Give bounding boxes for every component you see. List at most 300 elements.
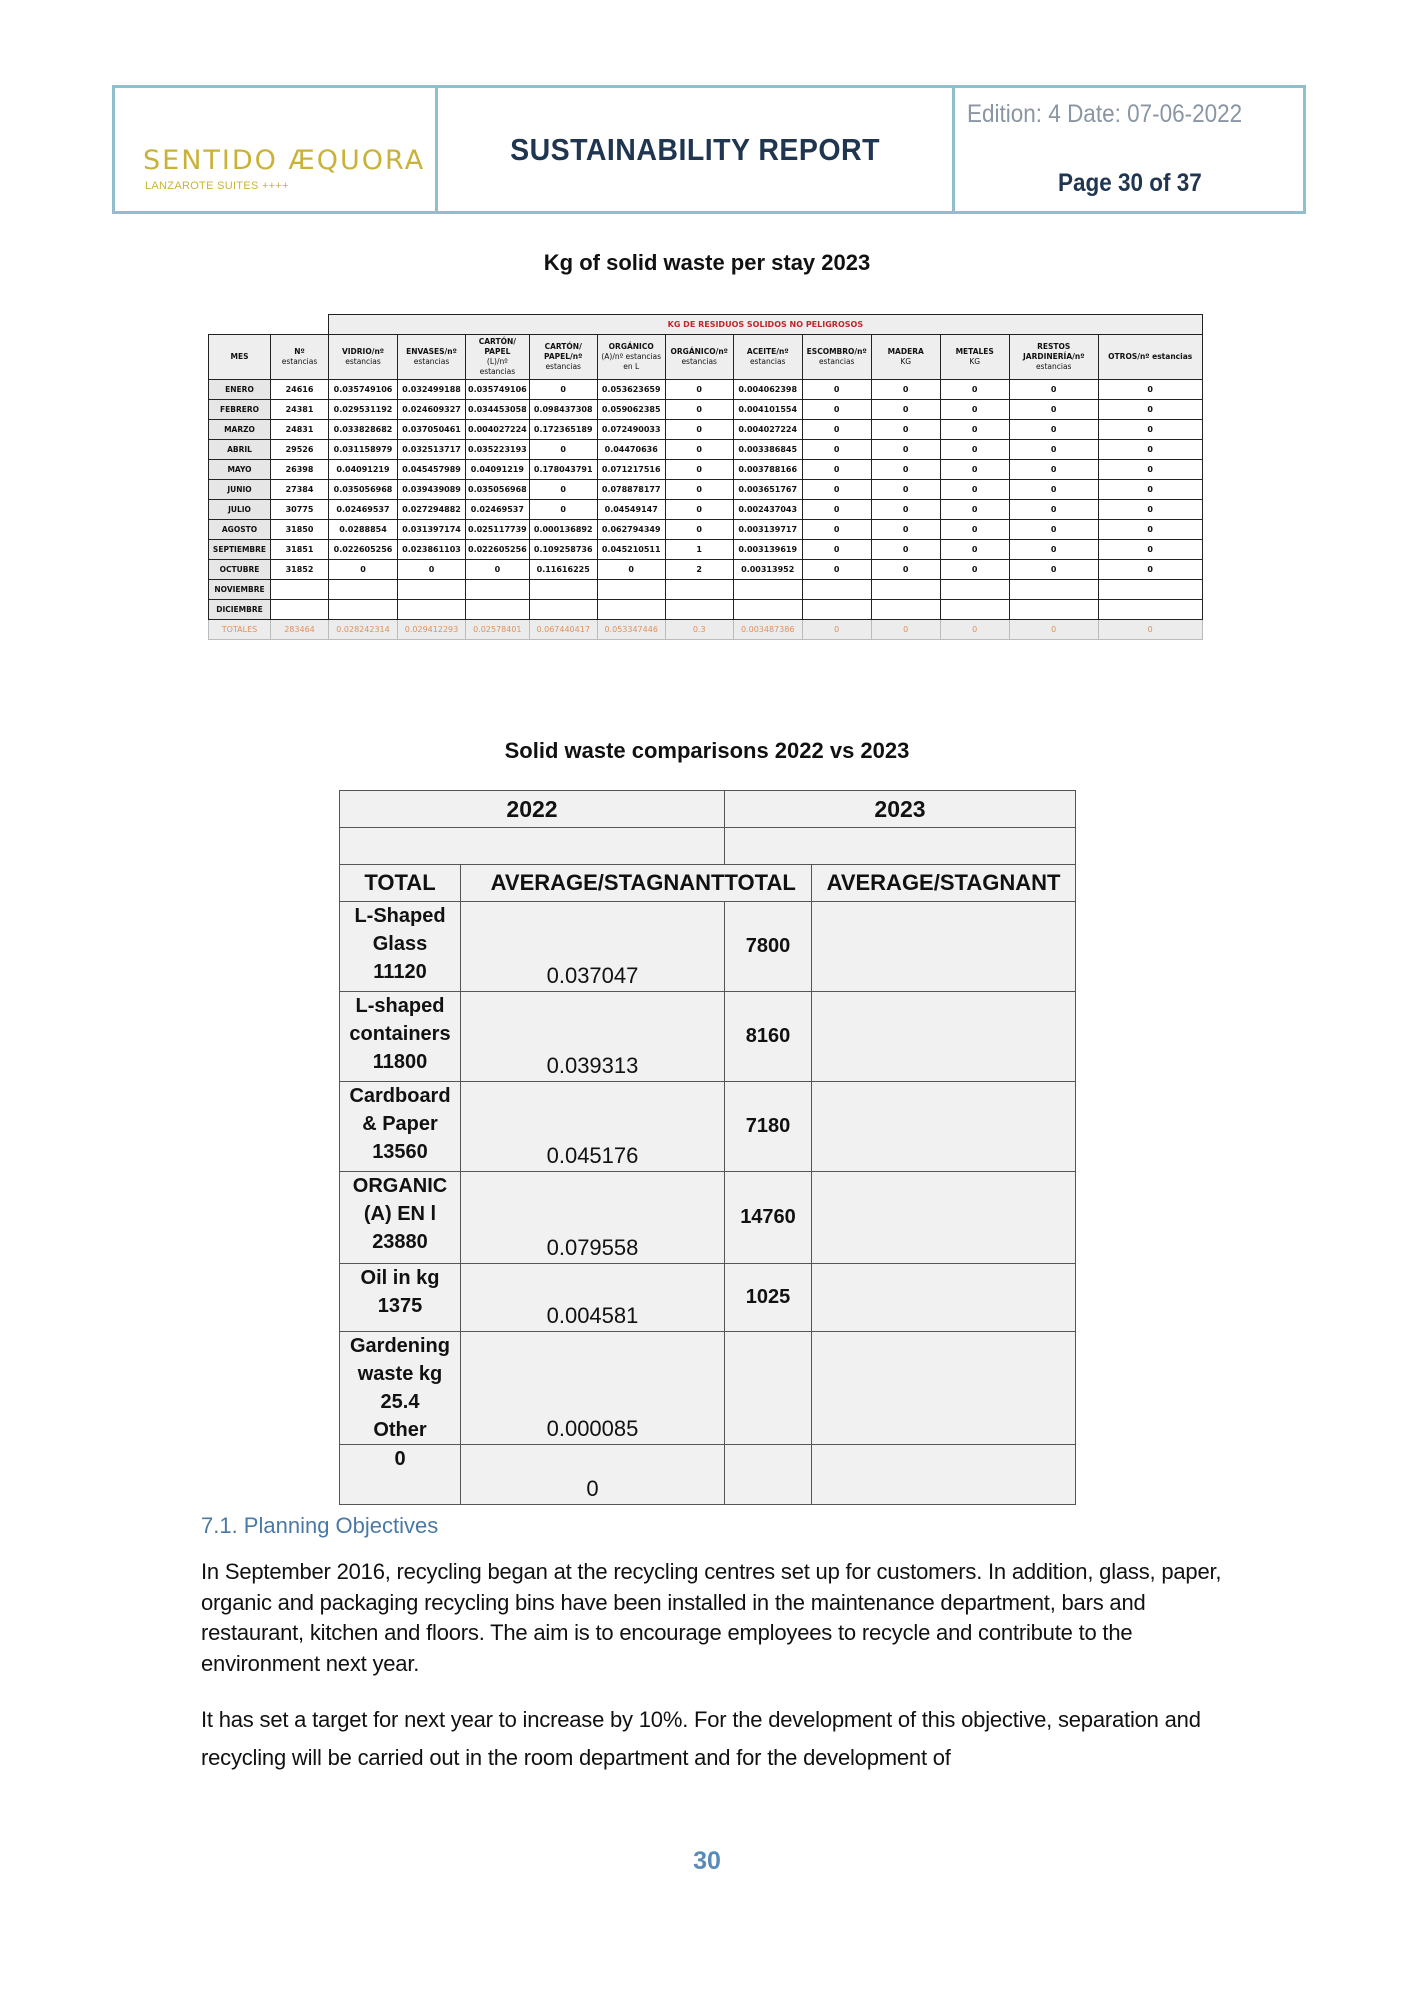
value-cell xyxy=(802,599,871,619)
average-2023-cell xyxy=(812,1264,1076,1332)
value-cell: 29526 xyxy=(271,439,329,459)
col-average-2023: AVERAGE/STAGNANT xyxy=(812,865,1076,902)
waste-per-stay-table xyxy=(208,314,1203,640)
value-cell: 0.035749106 xyxy=(466,379,530,399)
value-cell: 0 xyxy=(871,399,940,419)
value-cell: 0 xyxy=(1009,399,1098,419)
value-cell: 0.04091219 xyxy=(466,459,530,479)
waste-type-line: ORGANIC xyxy=(352,1175,448,1197)
value-cell xyxy=(466,599,530,619)
empty-cell-2022 xyxy=(340,828,725,865)
total-cell: 0 xyxy=(802,619,871,639)
column-header-sub: estancias xyxy=(545,361,581,371)
column-header xyxy=(209,334,271,379)
value-cell: 0.022605256 xyxy=(466,539,530,559)
value-cell: 0.053623659 xyxy=(597,379,665,399)
value-cell: 0 xyxy=(802,399,871,419)
value-cell: 0 xyxy=(1009,499,1098,519)
table-row xyxy=(209,379,1203,399)
value-cell xyxy=(940,579,1009,599)
month-cell: JUNIO xyxy=(209,479,271,499)
total-2023-cell: 1025 xyxy=(725,1264,812,1332)
column-header-sub: estancias xyxy=(749,356,786,366)
column-header-sub: estancias xyxy=(681,356,717,366)
comparison-row xyxy=(340,1264,1076,1332)
value-cell: 0 xyxy=(871,379,940,399)
average-2023-cell xyxy=(812,1082,1076,1172)
table-row xyxy=(209,559,1203,579)
band-title: KG DE RESIDUOS SOLIDOS NO PELIGROSOS xyxy=(329,315,1203,335)
waste-type-line: 11800 xyxy=(372,1051,428,1073)
value-cell: 0 xyxy=(802,499,871,519)
column-header-sub: estancias xyxy=(1035,361,1072,371)
value-cell: 2 xyxy=(665,559,733,579)
waste-type-cell xyxy=(340,1445,461,1505)
month-cell: NOVIEMBRE xyxy=(209,579,271,599)
column-header-sub: estancias xyxy=(413,356,450,366)
value-cell: 0 xyxy=(802,419,871,439)
waste-type-line: Other xyxy=(373,1419,427,1441)
value-cell: 0.003386845 xyxy=(733,439,802,459)
value-cell: 0.004027224 xyxy=(466,419,530,439)
column-header-row xyxy=(340,865,1076,902)
value-cell: 24616 xyxy=(271,379,329,399)
value-cell: 0.045457989 xyxy=(398,459,466,479)
value-cell: 0 xyxy=(940,419,1009,439)
value-cell: 0 xyxy=(871,519,940,539)
value-cell: 0 xyxy=(940,479,1009,499)
value-cell xyxy=(466,579,530,599)
waste-type-line: Oil in kg xyxy=(360,1267,440,1289)
value-cell: 0.037050461 xyxy=(398,419,466,439)
value-cell: 0.029531192 xyxy=(329,399,398,419)
value-cell: 0.178043791 xyxy=(529,459,597,479)
totals-label: TOTALES xyxy=(209,619,271,639)
average-2022-cell: 0.004581 xyxy=(461,1264,725,1332)
value-cell: 0.0288854 xyxy=(329,519,398,539)
comparison-row xyxy=(340,1445,1076,1505)
total-cell: 0.003487386 xyxy=(733,619,802,639)
value-cell: 0 xyxy=(871,459,940,479)
comparison-row xyxy=(340,992,1076,1082)
value-cell: 0 xyxy=(871,479,940,499)
value-cell: 0.032513717 xyxy=(398,439,466,459)
total-cell: 0.02578401 xyxy=(466,619,530,639)
total-cell: 0.053347446 xyxy=(597,619,665,639)
value-cell: 0 xyxy=(529,439,597,459)
average-2022-cell: 0.039313 xyxy=(461,992,725,1082)
page-number: 30 xyxy=(693,1847,721,1875)
month-cell: AGOSTO xyxy=(209,519,271,539)
value-cell: 0.034453058 xyxy=(466,399,530,419)
value-cell: 0.059062385 xyxy=(597,399,665,419)
value-cell: 0.002437043 xyxy=(733,499,802,519)
value-cell: 0 xyxy=(529,499,597,519)
value-cell: 0 xyxy=(871,419,940,439)
value-cell: 0 xyxy=(940,439,1009,459)
section-heading: 7.1. Planning Objectives xyxy=(201,1513,439,1538)
column-header xyxy=(871,334,940,379)
year-row xyxy=(340,791,1076,828)
value-cell xyxy=(398,579,466,599)
value-cell: 0 xyxy=(940,539,1009,559)
total-cell: 0 xyxy=(1098,619,1202,639)
column-header xyxy=(1009,334,1098,379)
value-cell: 0 xyxy=(1098,519,1202,539)
value-cell: 0.072490033 xyxy=(597,419,665,439)
column-header xyxy=(271,334,329,379)
total-2023-cell xyxy=(725,1332,812,1445)
column-header xyxy=(733,334,802,379)
value-cell xyxy=(665,599,733,619)
comparison-row xyxy=(340,902,1076,992)
value-cell: 0 xyxy=(1009,539,1098,559)
average-2022-cell: 0.037047 xyxy=(461,902,725,992)
value-cell xyxy=(271,599,329,619)
waste-type-line: 25.4 xyxy=(380,1391,420,1413)
value-cell: 0.025117739 xyxy=(466,519,530,539)
column-header xyxy=(802,334,871,379)
header-row xyxy=(209,334,1203,379)
value-cell xyxy=(398,599,466,619)
value-cell: 0.003139717 xyxy=(733,519,802,539)
waste-type-line: Gardening xyxy=(349,1335,450,1357)
value-cell: 0 xyxy=(940,559,1009,579)
table-row xyxy=(209,519,1203,539)
average-2022-cell: 0.079558 xyxy=(461,1172,725,1264)
value-cell xyxy=(733,579,802,599)
value-cell: 0.00313952 xyxy=(733,559,802,579)
waste-type-cell xyxy=(340,902,461,992)
table-row xyxy=(209,479,1203,499)
waste-table-grid xyxy=(208,314,1203,640)
value-cell: 0 xyxy=(1009,519,1098,539)
table-row xyxy=(209,399,1203,419)
value-cell xyxy=(940,599,1009,619)
title-cell xyxy=(438,88,955,211)
value-cell xyxy=(1098,579,1202,599)
value-cell xyxy=(329,599,398,619)
value-cell: 24381 xyxy=(271,399,329,419)
value-cell: 0.023861103 xyxy=(398,539,466,559)
value-cell: 0 xyxy=(665,459,733,479)
column-header-main: CARTÓN/ PAPEL xyxy=(478,336,516,356)
band-spacer xyxy=(209,315,329,335)
value-cell: 0.024609327 xyxy=(398,399,466,419)
waste-type-line: (A) EN l xyxy=(363,1203,437,1225)
value-cell: 0.035056968 xyxy=(466,479,530,499)
value-cell: 0 xyxy=(466,559,530,579)
value-cell: 0.035056968 xyxy=(329,479,398,499)
value-cell xyxy=(1098,599,1202,619)
value-cell: 0 xyxy=(940,499,1009,519)
value-cell: 0 xyxy=(398,559,466,579)
value-cell: 0 xyxy=(802,519,871,539)
totals-row xyxy=(209,619,1203,639)
comparison-row xyxy=(340,1332,1076,1445)
report-header xyxy=(112,85,1306,214)
value-cell: 0.078878177 xyxy=(597,479,665,499)
value-cell: 0 xyxy=(1009,479,1098,499)
comparison-row xyxy=(340,1172,1076,1264)
waste-table-caption: Kg of solid waste per stay 2023 xyxy=(543,250,871,275)
average-2022-cell: 0.045176 xyxy=(461,1082,725,1172)
value-cell: 0 xyxy=(329,559,398,579)
value-cell: 27384 xyxy=(271,479,329,499)
value-cell xyxy=(733,599,802,619)
paragraph-1: In September 2016, recycling began at the recycling centres set up for customers. In addition, glass, paper, organic and packaging recycling bins have been installed in the maintenance department, bars and restaurant, kitchen and floors. The aim is to encourage employees to recycle and contribute to the environment next year. xyxy=(201,1559,1222,1676)
average-2023-cell xyxy=(812,902,1076,992)
average-2023-cell xyxy=(812,1332,1076,1445)
edition-date: Edition: 4 Date: 07-06-2022 xyxy=(967,100,1243,128)
table-row xyxy=(209,499,1203,519)
column-header-sub: estancias xyxy=(345,356,381,366)
total-2023-cell: 7180 xyxy=(725,1082,812,1172)
value-cell: 0.04549147 xyxy=(597,499,665,519)
column-header-main: MADERA xyxy=(887,346,924,356)
value-cell: 0.04091219 xyxy=(329,459,398,479)
value-cell: 0 xyxy=(1098,419,1202,439)
total-2023-cell xyxy=(725,1445,812,1505)
waste-type-cell xyxy=(340,1264,461,1332)
value-cell: 0 xyxy=(1009,419,1098,439)
value-cell: 0 xyxy=(871,499,940,519)
value-cell xyxy=(871,579,940,599)
value-cell: 0.04470636 xyxy=(597,439,665,459)
value-cell: 0.032499188 xyxy=(398,379,466,399)
column-header xyxy=(1098,334,1202,379)
table-row xyxy=(209,439,1203,459)
table-row xyxy=(209,579,1203,599)
total-cell: 0 xyxy=(1009,619,1098,639)
value-cell: 1 xyxy=(665,539,733,559)
value-cell: 0 xyxy=(1098,459,1202,479)
waste-type-line: waste kg xyxy=(357,1363,443,1385)
value-cell: 0.004101554 xyxy=(733,399,802,419)
meta-cell xyxy=(955,88,1303,211)
month-cell: FEBRERO xyxy=(209,399,271,419)
value-cell: 0.003651767 xyxy=(733,479,802,499)
total-2023-cell: 7800 xyxy=(725,902,812,992)
value-cell: 0 xyxy=(1009,379,1098,399)
value-cell: 0 xyxy=(940,379,1009,399)
waste-type-line: 11120 xyxy=(373,961,427,983)
value-cell: 0.033828682 xyxy=(329,419,398,439)
table-row xyxy=(209,599,1203,619)
empty-cell-2023 xyxy=(725,828,1076,865)
total-cell: 0.067440417 xyxy=(529,619,597,639)
value-cell: 0.062794349 xyxy=(597,519,665,539)
value-cell: 0 xyxy=(665,479,733,499)
value-cell xyxy=(529,599,597,619)
value-cell: 31852 xyxy=(271,559,329,579)
value-cell xyxy=(597,599,665,619)
paragraph-2: It has set a target for next year to increase by 10%. For the development of this objective, separation and recycling will be carried out in the room department and for the development of xyxy=(201,1707,1201,1770)
value-cell: 0 xyxy=(871,539,940,559)
value-cell: 0.045210511 xyxy=(597,539,665,559)
month-cell: SEPTIEMBRE xyxy=(209,539,271,559)
value-cell: 0 xyxy=(802,559,871,579)
value-cell: 26398 xyxy=(271,459,329,479)
value-cell: 0 xyxy=(665,419,733,439)
value-cell: 0.031158979 xyxy=(329,439,398,459)
waste-type-line: 23880 xyxy=(372,1231,428,1253)
value-cell: 0 xyxy=(802,539,871,559)
value-cell: 0.000136892 xyxy=(529,519,597,539)
column-header-main: RESTOS JARDINERÍA/nº xyxy=(1022,341,1085,361)
total-cell: 0.028242314 xyxy=(329,619,398,639)
value-cell: 0 xyxy=(802,439,871,459)
month-cell: DICIEMBRE xyxy=(209,599,271,619)
total-cell: 0.3 xyxy=(665,619,733,639)
column-header-main: METALES xyxy=(955,346,994,356)
column-header-main: ORGÁNICO xyxy=(608,341,654,351)
column-header-main: ENVASES/nº xyxy=(406,346,457,356)
value-cell: 0.071217516 xyxy=(597,459,665,479)
total-cell: 0.029412293 xyxy=(398,619,466,639)
value-cell: 0 xyxy=(665,399,733,419)
value-cell xyxy=(271,579,329,599)
column-header xyxy=(398,334,466,379)
brand-subtitle: LANZAROTE SUITES ++++ xyxy=(145,180,289,192)
column-header-main: ESCOMBRO/nº xyxy=(806,346,867,356)
value-cell: 0.098437308 xyxy=(529,399,597,419)
month-cell: MARZO xyxy=(209,419,271,439)
waste-type-cell xyxy=(340,1172,461,1264)
value-cell: 0 xyxy=(802,459,871,479)
column-header-sub: KG xyxy=(900,356,912,366)
column-header xyxy=(597,334,665,379)
report-title: SUSTAINABILITY REPORT xyxy=(510,131,880,167)
value-cell: 30775 xyxy=(271,499,329,519)
waste-type-cell xyxy=(340,992,461,1082)
value-cell xyxy=(1009,579,1098,599)
value-cell: 0.004027224 xyxy=(733,419,802,439)
value-cell: 0 xyxy=(802,379,871,399)
value-cell xyxy=(329,579,398,599)
page-indicator: Page 30 of 37 xyxy=(1058,169,1202,197)
value-cell: 0 xyxy=(1098,499,1202,519)
value-cell: 0 xyxy=(529,479,597,499)
month-cell: ENERO xyxy=(209,379,271,399)
value-cell: 0 xyxy=(1009,459,1098,479)
column-header-main: Nº xyxy=(294,346,305,356)
value-cell: 0.035223193 xyxy=(466,439,530,459)
column-header-sub: (L)/nº estancias xyxy=(479,356,516,376)
year-2023-header: 2023 xyxy=(725,791,1076,828)
value-cell: 0.02469537 xyxy=(329,499,398,519)
column-header xyxy=(466,334,530,379)
total-cell: 283464 xyxy=(271,619,329,639)
waste-type-line: Cardboard xyxy=(349,1085,451,1107)
value-cell: 0.003788166 xyxy=(733,459,802,479)
value-cell: 0 xyxy=(665,519,733,539)
logo-cell xyxy=(115,88,438,211)
waste-type-line: 13560 xyxy=(372,1141,428,1163)
month-cell: OCTUBRE xyxy=(209,559,271,579)
comparison-table xyxy=(339,790,1076,1505)
value-cell: 0 xyxy=(871,439,940,459)
value-cell: 0 xyxy=(665,499,733,519)
col-total-2023: TOTAL xyxy=(725,865,812,902)
average-2023-cell xyxy=(812,1445,1076,1505)
table-row xyxy=(209,459,1203,479)
comparison-caption: Solid waste comparisons 2022 vs 2023 xyxy=(504,738,910,763)
table-row xyxy=(209,539,1203,559)
table-row xyxy=(209,419,1203,439)
value-cell xyxy=(529,579,597,599)
month-cell: ABRIL xyxy=(209,439,271,459)
average-2023-cell xyxy=(812,992,1076,1082)
value-cell: 0.004062398 xyxy=(733,379,802,399)
column-header-sub: estancias xyxy=(818,356,855,366)
value-cell: 0 xyxy=(802,479,871,499)
value-cell: 0.172365189 xyxy=(529,419,597,439)
waste-type-line: containers xyxy=(349,1023,451,1045)
value-cell: 0 xyxy=(1098,479,1202,499)
value-cell: 0.022605256 xyxy=(329,539,398,559)
value-cell: 0.031397174 xyxy=(398,519,466,539)
value-cell xyxy=(665,579,733,599)
value-cell: 0 xyxy=(1098,379,1202,399)
value-cell xyxy=(871,599,940,619)
column-header xyxy=(529,334,597,379)
average-2022-cell: 0 xyxy=(461,1445,725,1505)
waste-type-line: & Paper xyxy=(362,1113,438,1135)
column-header-main: OTROS/nº estancias xyxy=(1108,351,1193,361)
value-cell: 0 xyxy=(1009,439,1098,459)
value-cell: 0 xyxy=(529,379,597,399)
value-cell: 0 xyxy=(1009,559,1098,579)
value-cell: 0.11616225 xyxy=(529,559,597,579)
month-cell: JULIO xyxy=(209,499,271,519)
waste-type-line: 0 xyxy=(394,1448,406,1470)
value-cell: 0 xyxy=(1098,439,1202,459)
value-cell: 31850 xyxy=(271,519,329,539)
waste-type-line: L-shaped xyxy=(355,995,445,1017)
value-cell: 0 xyxy=(597,559,665,579)
band-row xyxy=(209,315,1203,335)
value-cell: 0.035749106 xyxy=(329,379,398,399)
total-2023-cell: 14760 xyxy=(725,1172,812,1264)
empty-row xyxy=(340,828,1076,865)
value-cell: 24831 xyxy=(271,419,329,439)
column-header-sub: (A)/nº estancias en L xyxy=(601,351,662,371)
total-2023-cell: 8160 xyxy=(725,992,812,1082)
value-cell: 0 xyxy=(940,459,1009,479)
value-cell: 31851 xyxy=(271,539,329,559)
value-cell: 0.039439089 xyxy=(398,479,466,499)
value-cell: 0 xyxy=(1098,539,1202,559)
total-cell: 0 xyxy=(871,619,940,639)
average-2023-cell xyxy=(812,1172,1076,1264)
value-cell: 0.02469537 xyxy=(466,499,530,519)
value-cell: 0 xyxy=(665,379,733,399)
col-total-2022: TOTAL xyxy=(340,865,461,902)
waste-type-cell xyxy=(340,1332,461,1445)
value-cell: 0 xyxy=(665,439,733,459)
column-header xyxy=(329,334,398,379)
value-cell: 0.109258736 xyxy=(529,539,597,559)
column-header-main: MES xyxy=(230,351,249,361)
waste-type-line: Glass xyxy=(372,933,428,955)
year-2022-header: 2022 xyxy=(340,791,725,828)
waste-type-cell xyxy=(340,1082,461,1172)
comparison-row xyxy=(340,1082,1076,1172)
value-cell xyxy=(597,579,665,599)
value-cell xyxy=(1009,599,1098,619)
waste-type-line: L-Shaped xyxy=(354,905,446,927)
